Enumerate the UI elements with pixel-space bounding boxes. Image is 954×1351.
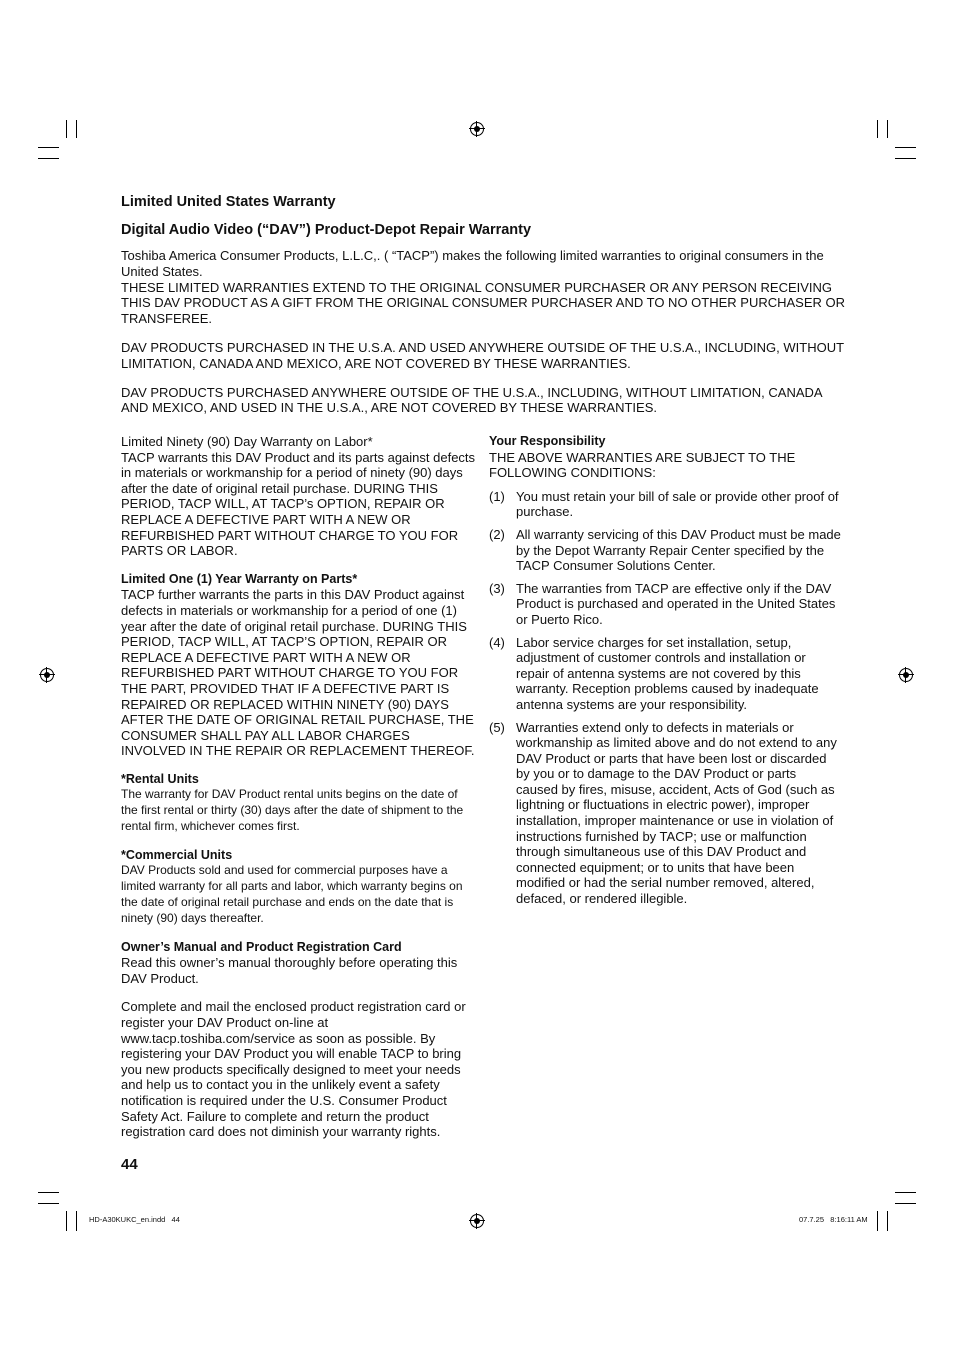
rental-heading: *Rental Units: [121, 771, 199, 786]
crop-mark: [877, 1211, 878, 1231]
crop-mark: [877, 120, 878, 138]
crop-mark: [66, 120, 67, 138]
crop-mark: [895, 147, 916, 148]
crop-mark: [895, 158, 916, 159]
list-item: (3) The warranties from TACP are effective only if the DAV Product is purchased and operated in the United States or Puerto Rico.: [489, 580, 836, 627]
left-column: [121, 434, 476, 1153]
crop-mark: [887, 120, 888, 138]
intro-paragraph: THESE LIMITED WARRANTIES EXTEND TO THE ORIGINAL CONSUMER PURCHASER OR ANY PERSON RECEIVING THIS DAV PRODUCT AS A GIFT FROM THE ORIGINAL CONSUMER PURCHASER AND TO NO OTHER PURCHASER OR TRANSFEREE.: [121, 279, 846, 327]
parts-heading: Limited One (1) Year Warranty on Parts*: [121, 571, 358, 586]
labor-body: TACP warrants this DAV Product and its parts against defects in materials or workmanship for a period of ninety (90) days after the date of original retail purchase. DURING THIS PERIOD, TACP WILL, AT TACP’s OPTION, REPAIR OR REPLACE A DEFECTIVE PART WITH A NEW OR REFURBISHED PART WITHOUT CHARGE TO YOU FOR PARTS OR LABOR.: [121, 449, 476, 559]
manual-heading: Owner’s Manual and Product Registration Card: [121, 939, 402, 954]
crop-mark: [66, 1211, 67, 1231]
intro-paragraph: DAV PRODUCTS PURCHASED ANYWHERE OUTSIDE OF THE U.S.A., INCLUDING, WITHOUT LIMITATION, CANADA AND MEXICO, AND USED IN THE U.S.A., ARE NOT COVERED BY THESE WARRANTIES.: [121, 384, 822, 416]
list-item: (2) All warranty servicing of this DAV Product must be made by the Depot Warranty Repair Center specified by the TACP Consumer Solutions Center.: [489, 526, 841, 574]
page-title: Limited United States Warranty: [121, 194, 336, 210]
registration-mark-icon: [899, 668, 913, 682]
crop-mark: [887, 1211, 888, 1231]
parts-body: TACP further warrants the parts in this DAV Product against defects in materials or workmanship for a period of one (1) year after the date of original retail purchase. DURING THIS PERIOD, TACP WILL, AT TACP’S OPTION, REPAIR OR REPLACE A DEFECTIVE PART WITH A NEW OR REFURBISHED PART WITHOUT CHARGE TO YOU FOR THE PART, PROVIDED THAT IF A DEFECTIVE PART IS REPAIRED OR REPLACED WITHIN NINETY (90) DAYS AFTER THE DATE OF ORIGINAL RETAIL PURCHASE, THE CONSUMER SHALL PAY ALL LABOR CHARGES INVOLVED IN THE REPAIR OR REPLACEMENT THEREOF.: [121, 587, 475, 759]
commercial-body: DAV Products sold and used for commercial purposes have a limited warranty for all parts and labor, which warranty begins on the date of original retail purchase and ends on the date that is ninety (90) days thereafter.: [121, 863, 463, 925]
intro-paragraph: DAV PRODUCTS PURCHASED IN THE U.S.A. AND USED ANYWHERE OUTSIDE OF THE U.S.A., INCLUDING, WITHOUT LIMITATION, CANADA AND MEXICO, ARE NOT COVERED BY THESE WARRANTIES.: [121, 339, 844, 371]
crop-mark: [38, 147, 59, 148]
list-item: (4) Labor service charges for set installation, setup, adjustment of customer controls and installation or repair of antenna systems are not covered by this warranty. Reception problems caused by inadequate antenna systems are your responsibility.: [489, 634, 819, 712]
registration-mark-icon: [470, 122, 484, 136]
responsibility-body: THE ABOVE WARRANTIES ARE SUBJECT TO THE FOLLOWING CONDITIONS:: [489, 449, 796, 481]
crop-mark: [76, 120, 77, 138]
page-subtitle: Digital Audio Video (“DAV”) Product-Depot Repair Warranty: [121, 222, 532, 238]
footer-timestamp: 07.7.25 8:16:11 AM: [799, 1215, 868, 1224]
commercial-heading: *Commercial Units: [121, 847, 233, 862]
footer-file: HD-A30KUKC_en.indd 44: [89, 1215, 180, 1224]
crop-mark: [38, 158, 59, 159]
responsibility-heading: Your Responsibility: [489, 434, 606, 448]
registration-body: Complete and mail the enclosed product registration card or register your DAV Product on-line at www.tacp.toshiba.com/service as soon as possible. By registering your DAV Product you will enable TACP to bring you new products specifically designed to meet your needs and help us to contact you in the unlikely event a safety notification is required under the U.S. Consumer Product Safety Act. Failure to complete and return the product registration card does not diminish your warranty rights.: [121, 999, 466, 1140]
crop-mark: [895, 1192, 916, 1193]
list-item: (5) Warranties extend only to defects in materials or workmanship as limited above and do not extend to any DAV Product or parts that have been lost or discarded by you or to damage to the DAV Product or parts caused by fires, misuse, accident, Acts of God (such as lightning or fluctuations in electric power), improper installation, improper maintenance or use in violation of instructions furnished by TACP; use or malfunction through simultaneous use of this DAV Product and connected equipment; or to units that have been modified or had the serial number removed, altered, defaced, or rendered illegible.: [489, 719, 837, 907]
intro-block: [121, 248, 845, 428]
crop-mark: [76, 1211, 77, 1231]
registration-mark-icon: [470, 1214, 484, 1228]
crop-mark: [895, 1203, 916, 1204]
rental-body: The warranty for DAV Product rental units begins on the date of the first rental or thirty (30) days after the date of shipment to the rental firm, whichever comes first.: [121, 787, 464, 834]
crop-mark: [38, 1203, 59, 1204]
crop-mark: [38, 1192, 59, 1193]
page-number: 44: [121, 1156, 138, 1173]
registration-mark-icon: [40, 668, 54, 682]
conditions-list: [489, 489, 841, 907]
labor-heading: Limited Ninety (90) Day Warranty on Labor*: [121, 434, 373, 449]
intro-paragraph: Toshiba America Consumer Products, L.L.C,. ( “TACP”) makes the following limited warranties to original consumers in the United States.: [121, 248, 824, 279]
list-item: (1) You must retain your bill of sale or provide other proof of purchase.: [489, 488, 839, 520]
manual-body: Read this owner’s manual thoroughly before operating this DAV Product.: [121, 955, 458, 986]
right-column: [489, 434, 841, 914]
